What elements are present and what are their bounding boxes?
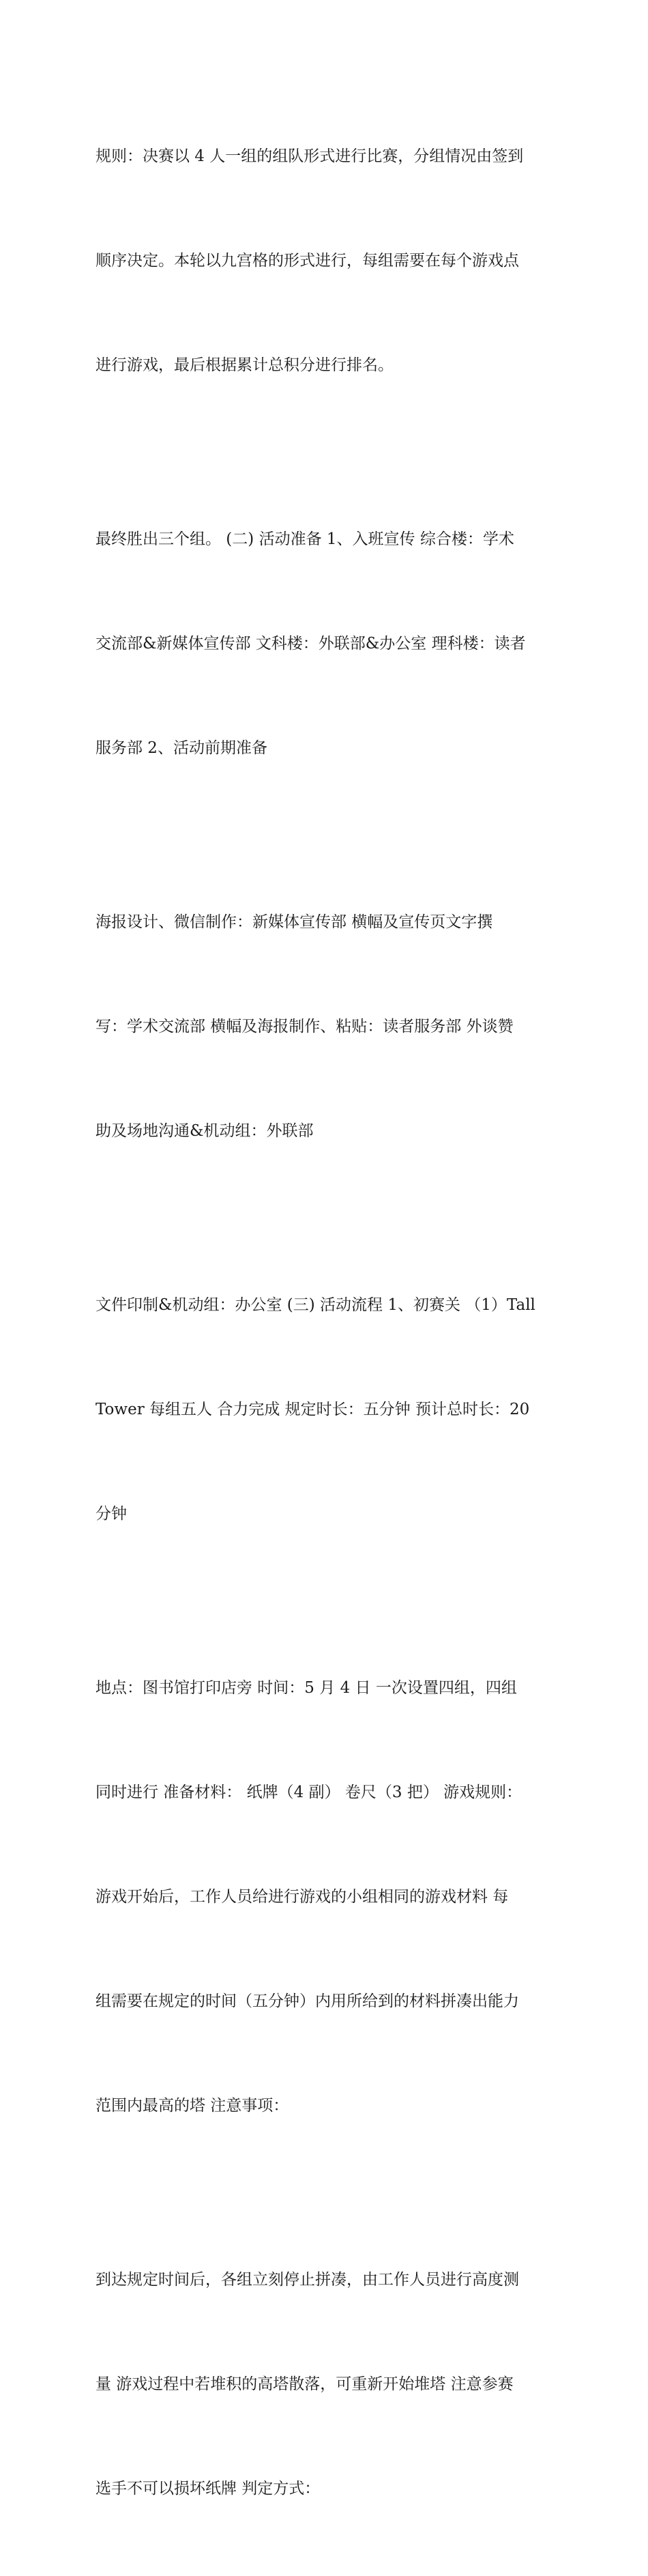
text-line: 同时进行 准备材料： 纸牌（4 副） 卷尺（3 把） 游戏规则： [95,1784,522,1801]
text-line: 量 游戏过程中若堆积的高塔散落，可重新开始堆塔 注意参赛 [95,2375,514,2393]
text-line: 海报设计、微信制作：新媒体宣传部 横幅及宣传页文字撰 [95,913,493,931]
text-line: 规则：决赛以 4 人一组的组队形式进行比赛，分组情况由签到 [95,147,524,165]
text-line: 范围内最高的塔 注意事项： [95,2097,289,2115]
text-line: 最终胜出三个组。 (二) 活动准备 1、入班宣传 综合楼：学术 [95,530,514,548]
text-line: 选手不可以损坏纸牌 判定方式： [95,2480,321,2498]
text-line: 到达规定时间后，各组立刻停止拼凑，由工作人员进行高度测 [95,2271,519,2289]
paragraph-rules [95,70,559,453]
text-line: 顺序决定。本轮以九宫格的形式进行，每组需要在每个游戏点 [95,252,519,270]
text-line: 地点：图书馆打印店旁 时间：5 月 4 日 一次设置四组，四组 [95,1679,517,1697]
text-line: Tower 每组五人 合力完成 规定时长：五分钟 预计总时长：20 [95,1401,530,1418]
paragraph-preparation [95,453,559,835]
text-line: 助及场地沟通&机动组：外联部 [95,1122,314,1140]
text-line: 进行游戏，最后根据累计总积分进行排名。 [95,356,394,374]
paragraph-notes-and-judging [95,2193,559,2576]
paragraph-activity-flow [95,1218,559,1601]
text-line: 服务部 2、活动前期准备 [95,739,267,757]
text-line: 分钟 [95,1505,127,1523]
text-line: 组需要在规定的时间（五分钟）内用所给到的材料拼凑出能力 [95,1992,519,2010]
text-line: 游戏开始后，工作人员给进行游戏的小组相同的游戏材料 每 [95,1888,509,1906]
text-line: 文件印制&机动组：办公室 (三) 活动流程 1、初赛关 （1）Tall [95,1296,535,1314]
document-body [95,70,559,2576]
paragraph-location-and-rules [95,1601,559,2193]
paragraph-division-of-work [95,835,559,1218]
text-line: 交流部&新媒体宣传部 文科楼：外联部&办公室 理科楼：读者 [95,635,526,653]
text-line: 写：学术交流部 横幅及海报制作、粘贴：读者服务部 外谈赞 [95,1018,514,1035]
